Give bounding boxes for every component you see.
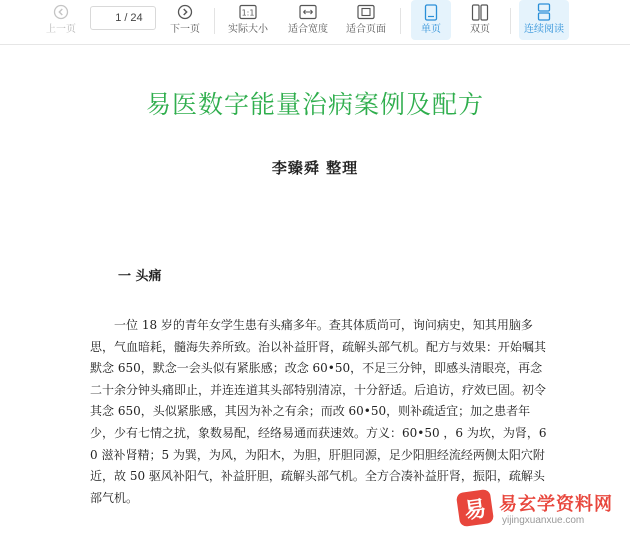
single-page-icon (424, 1, 438, 23)
double-page-icon (471, 1, 489, 23)
continuous-reading-button[interactable] (519, 0, 569, 40)
watermark-url: yijingxuanxue.com (502, 515, 585, 526)
watermark-logo (456, 489, 494, 527)
actual-size-button[interactable] (224, 0, 272, 40)
watermark-title: 易玄学资料网 (499, 494, 613, 515)
double-page-button[interactable] (460, 0, 500, 40)
page-number-input[interactable] (103, 12, 121, 24)
fit-width-label: 适合宽度 (288, 24, 328, 35)
page-separator: / (124, 12, 128, 24)
page-total: 24 (130, 12, 143, 24)
svg-text:1:1: 1:1 (241, 8, 255, 18)
watermark (452, 488, 628, 534)
watermark-logo-char: 易 (462, 496, 488, 524)
paragraph: 一位 18 岁的青年女学生患有头痛多年。查其体质尚可，询问病史，知其用脑多思，气血暗耗，髓海失养所致。治以补益肝肾，疏解头部气机。配方与效果：开始嘱其默念 650，默念一会头似有紧胀感；改念 60•50，不足三分钟，即感头清眼亮，再念二十余分钟头痛即止，并连连道其头部特别清凉，十分舒适。后追访，疗效已固。初令其念 650，头似紧胀感，其因为补之有余；而改 60•50，则补疏适宜；加之患者年少，少有七情之扰，象数易配，经络易通而获速效。方义：60•50 ，6 为坎，为肾，60 滋补肾精；5 为巽，为风，为阳木，为胆，肝胆同源，足少阳胆经流经两侧太阳穴附近，故 50 驱风补阳气，补益肝胆，疏解头部气机。全方合凑补益肝肾，振阳，疏解头部气机。 (90, 318, 547, 505)
fit-page-label: 适合页面 (346, 24, 386, 35)
double-page-label: 双页 (470, 24, 490, 35)
single-page-button[interactable] (411, 0, 451, 40)
chevron-left-icon (53, 1, 69, 23)
actual-size-label: 实际大小 (228, 24, 268, 35)
document-title: 易医数字能量治病案例及配方 (145, 90, 484, 119)
page-indicator (90, 6, 156, 30)
prev-page-label: 上一页 (46, 24, 76, 35)
viewer-toolbar (0, 0, 630, 45)
single-page-label: 单页 (421, 24, 441, 35)
fit-width-icon (299, 1, 317, 23)
continuous-reading-icon (537, 1, 551, 23)
toolbar-divider (400, 8, 401, 34)
prev-page-button[interactable] (42, 0, 80, 40)
next-page-label: 下一页 (170, 24, 200, 35)
document-page (0, 45, 630, 550)
toolbar-divider (510, 8, 511, 34)
next-page-button[interactable] (166, 0, 204, 40)
chevron-right-icon (177, 1, 193, 23)
fit-width-button[interactable] (284, 0, 332, 40)
section-heading: 一 头痛 (118, 269, 162, 284)
document-author: 李臻舜 整理 (271, 159, 359, 177)
toolbar-divider (214, 8, 215, 34)
actual-size-icon (239, 1, 257, 23)
document-body (90, 315, 550, 509)
fit-page-icon (357, 1, 375, 23)
continuous-reading-label: 连续阅读 (524, 24, 564, 35)
fit-page-button[interactable] (342, 0, 390, 40)
